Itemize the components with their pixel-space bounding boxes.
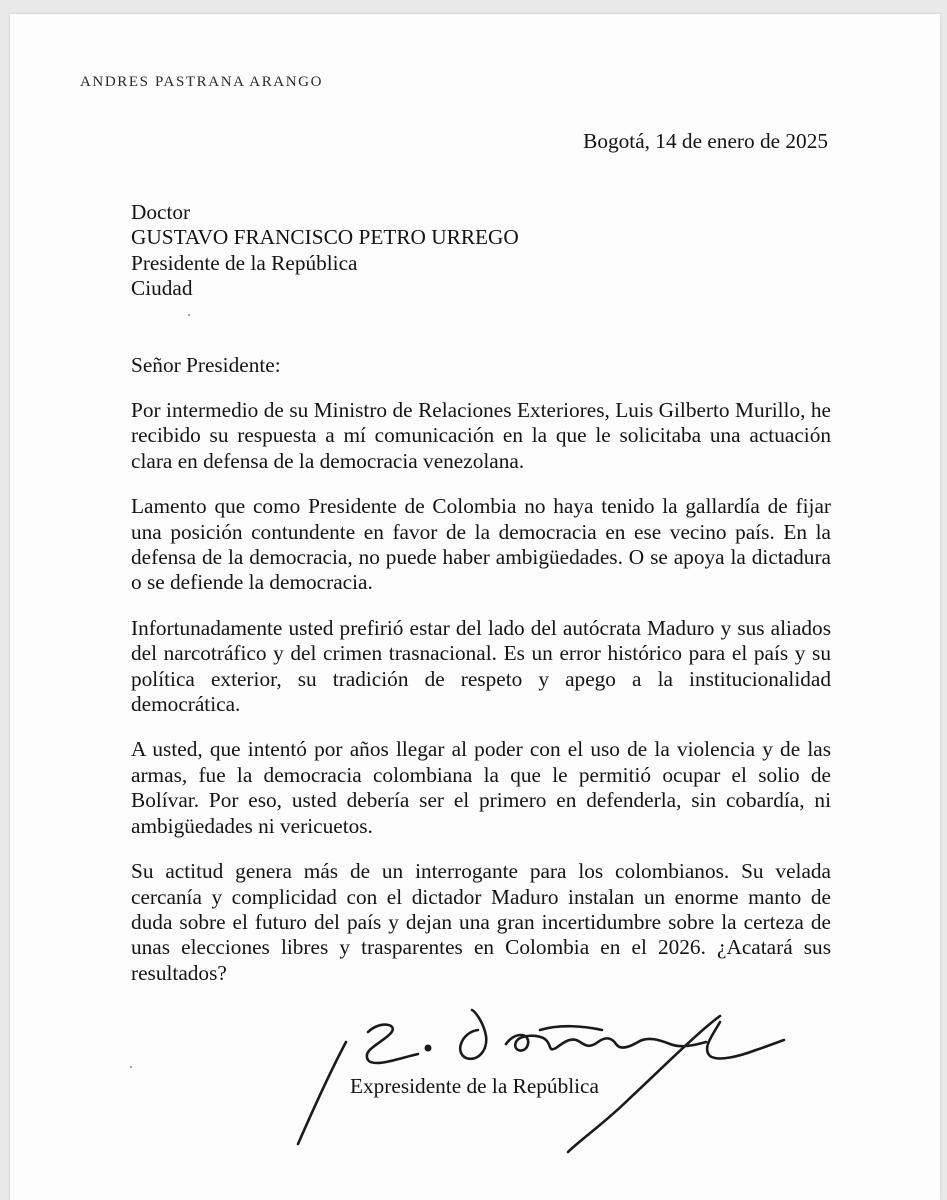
body-paragraph: Por intermedio de su Ministro de Relaciones Exteriores, Luis Gilberto Murillo, he recibido su respuesta a mí comunicación en la que le solicitaba una actuación clara en defensa de la democracia venezolana. — [131, 398, 831, 473]
body-paragraph: A usted, que intentó por años llegar al poder con el uso de la violencia y de las armas, fue la democracia colombiana la que le permitió ocupar el solio de Bolívar. Por eso, usted debería ser el primero en defenderla, sin cobardía, ni ambigüedades ni vericuetos. — [131, 737, 831, 838]
recipient-block — [131, 200, 519, 302]
letter-body — [131, 398, 831, 1006]
scan-speck — [188, 314, 190, 316]
letterhead: ANDRES PASTRANA ARANGO — [80, 74, 324, 90]
letter-page — [10, 14, 940, 1200]
body-paragraph: Lamento que como Presidente de Colombia no haya tenido la gallardía de fijar una posición contundente en favor de la democracia en ese vecino país. En la defensa de la democracia, no puede haber ambigüedades. O se apoya la dictadura o se defiende la democracia. — [131, 494, 831, 595]
letter-date: Bogotá, 14 de enero de 2025 — [583, 129, 828, 153]
recipient-title: Doctor — [131, 200, 191, 224]
signature-title: Expresidente de la República — [350, 1074, 599, 1098]
body-paragraph: Infortunadamente usted prefirió estar del lado del autócrata Maduro y sus aliados del narcotráfico y del crimen trasnacional. Es un error histórico para el país y su política exterior, su tradición de respeto y apego a la institucionalidad democrática. — [131, 615, 831, 717]
scan-speck — [130, 1066, 132, 1068]
recipient-position: Presidente de la República — [131, 250, 358, 275]
recipient-city: Ciudad — [131, 276, 193, 301]
recipient-name: GUSTAVO FRANCISCO PETRO URREGO — [131, 225, 519, 250]
salutation: Señor Presidente: — [131, 353, 281, 377]
body-paragraph: Su actitud genera más de un interrogante para los colombianos. Su velada cercanía y complicidad con el dictador Maduro instalan un enorme manto de duda sobre el futuro del país y dejan una gran incertidumbre sobre la certeza de unas elecciones libres y trasparentes en Colombia en el 2026. ¿Acatará sus resultados? — [131, 859, 831, 985]
